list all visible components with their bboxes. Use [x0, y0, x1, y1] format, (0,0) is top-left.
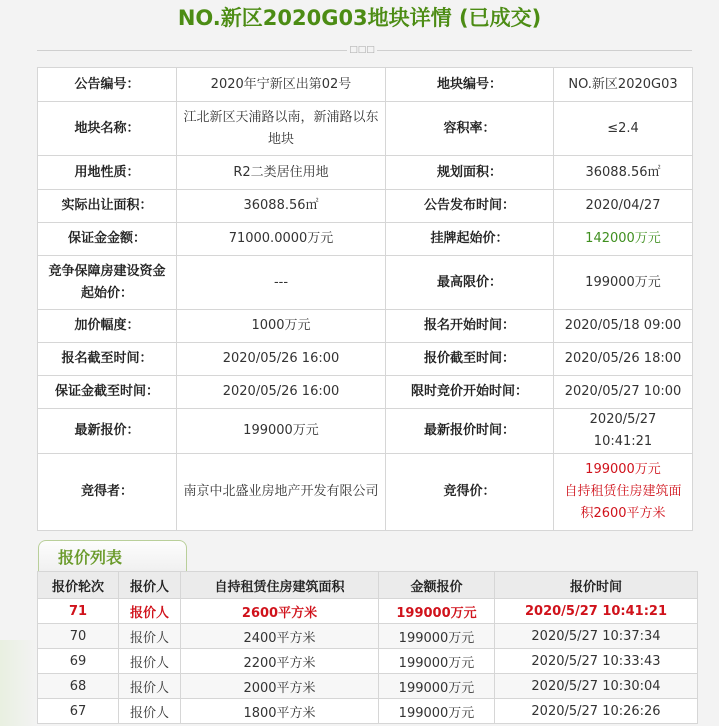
bid-bidder: 报价人: [119, 649, 181, 674]
tab-bid-list-label: 报价列表: [58, 548, 123, 567]
value-parcel-name: 江北新区天浦路以南，新浦路以东地块: [177, 102, 386, 156]
divider-ornament-icon: □□□: [347, 43, 377, 57]
value-parcel-no: NO.新区2020G03: [554, 68, 693, 102]
label-max-price: 最高限价：: [386, 256, 554, 310]
detail-row: [38, 454, 693, 531]
value-start-price: 142000万元: [554, 223, 693, 256]
bid-area: 2600平方米: [181, 599, 379, 624]
col-header-time: 报价时间: [495, 572, 698, 599]
bid-area: 2000平方米: [181, 674, 379, 699]
bid-time: 2020/5/27 10:30:04: [495, 674, 698, 699]
bid-area: 2200平方米: [181, 649, 379, 674]
bid-bidder: 报价人: [119, 599, 181, 624]
bid-round: 70: [38, 624, 119, 649]
bid-round: 68: [38, 674, 119, 699]
value-bid-end: 2020/05/26 18:00: [554, 343, 693, 376]
value-deposit: 71000.0000万元: [177, 223, 386, 256]
label-announcement-no: 公告编号：: [38, 68, 177, 102]
value-land-use: R2二类居住用地: [177, 156, 386, 190]
bid-amount: 199000万元: [379, 599, 495, 624]
value-latest-bid: 199000万元: [177, 409, 386, 454]
bid-bidder: 报价人: [119, 699, 181, 724]
detail-row: [38, 102, 693, 156]
col-header-round: 报价轮次: [38, 572, 119, 599]
bid-row: [38, 674, 698, 699]
bid-row: [38, 599, 698, 624]
bid-bidder: 报价人: [119, 624, 181, 649]
value-plot-ratio: ≤2.4: [554, 102, 693, 156]
winning-price-amount: 199000万元: [585, 462, 661, 477]
label-start-price: 挂牌起始价：: [386, 223, 554, 256]
bid-amount: 199000万元: [379, 649, 495, 674]
detail-row: [38, 68, 693, 102]
value-announcement-no: 2020年宁新区出第02号: [177, 68, 386, 102]
bid-time: 2020/5/27 10:26:26: [495, 699, 698, 724]
value-deposit-deadline: 2020/05/26 16:00: [177, 376, 386, 409]
bid-time: 2020/5/27 10:37:34: [495, 624, 698, 649]
tab-bid-list[interactable]: [38, 540, 187, 571]
label-registration-start: 报名开始时间：: [386, 310, 554, 343]
label-deposit: 保证金金额：: [38, 223, 177, 256]
bid-list-table: [37, 571, 698, 724]
value-max-price: 199000万元: [554, 256, 693, 310]
bid-amount: 199000万元: [379, 624, 495, 649]
bid-time: 2020/5/27 10:33:43: [495, 649, 698, 674]
detail-row: [38, 343, 693, 376]
label-latest-bid-time: 最新报价时间：: [386, 409, 554, 454]
bid-amount: 199000万元: [379, 674, 495, 699]
value-actual-area: 36088.56㎡: [177, 190, 386, 223]
bid-round: 69: [38, 649, 119, 674]
value-increment: 1000万元: [177, 310, 386, 343]
label-increment: 加价幅度：: [38, 310, 177, 343]
bid-round: 71: [38, 599, 119, 624]
bid-time: 2020/5/27 10:41:21: [495, 599, 698, 624]
label-parcel-no: 地块编号：: [386, 68, 554, 102]
bid-row: [38, 699, 698, 724]
value-registration-end: 2020/05/26 16:00: [177, 343, 386, 376]
bid-table-header: [38, 572, 698, 599]
bid-bidder: 报价人: [119, 674, 181, 699]
page-title: NO.新区2020G03地块详情 (已成交): [177, 6, 542, 30]
label-housing-fund-start: 竞争保障房建设资金起始价：: [38, 256, 177, 310]
label-publish-date: 公告发布时间：: [386, 190, 554, 223]
col-header-amount: 金额报价: [379, 572, 495, 599]
label-registration-end: 报名截至时间：: [38, 343, 177, 376]
detail-row: [38, 310, 693, 343]
value-timed-bid-start: 2020/05/27 10:00: [554, 376, 693, 409]
value-winner: 南京中北盛业房地产开发有限公司: [177, 454, 386, 531]
bid-round: 67: [38, 699, 119, 724]
detail-row: [38, 376, 693, 409]
bid-row: [38, 649, 698, 674]
value-housing-fund-start: ---: [177, 256, 386, 310]
bid-area: 1800平方米: [181, 699, 379, 724]
label-latest-bid: 最新报价：: [38, 409, 177, 454]
col-header-bidder: 报价人: [119, 572, 181, 599]
value-publish-date: 2020/04/27: [554, 190, 693, 223]
label-planned-area: 规划面积：: [386, 156, 554, 190]
bid-amount: 199000万元: [379, 699, 495, 724]
parcel-details-table: [37, 67, 693, 531]
label-winner: 竞得者：: [38, 454, 177, 531]
detail-row: [38, 409, 693, 454]
value-winning-price: [554, 454, 693, 531]
background-decoration: [0, 640, 37, 726]
value-planned-area: 36088.56㎡: [554, 156, 693, 190]
value-registration-start: 2020/05/18 09:00: [554, 310, 693, 343]
bid-area: 2400平方米: [181, 624, 379, 649]
label-deposit-deadline: 保证金截至时间：: [38, 376, 177, 409]
col-header-area: 自持租赁住房建筑面积: [181, 572, 379, 599]
label-actual-area: 实际出让面积：: [38, 190, 177, 223]
label-timed-bid-start: 限时竞价开始时间：: [386, 376, 554, 409]
label-bid-end: 报价截至时间：: [386, 343, 554, 376]
bid-row: [38, 624, 698, 649]
detail-row: [38, 156, 693, 190]
winning-price-area: 自持租赁住房建筑面积2600平方米: [564, 484, 682, 521]
detail-row: [38, 256, 693, 310]
label-parcel-name: 地块名称：: [38, 102, 177, 156]
label-land-use: 用地性质：: [38, 156, 177, 190]
label-plot-ratio: 容积率：: [386, 102, 554, 156]
label-winning-price: 竞得价：: [386, 454, 554, 531]
value-latest-bid-time: 2020/5/27 10:41:21: [554, 409, 693, 454]
detail-row: [38, 223, 693, 256]
detail-row: [38, 190, 693, 223]
